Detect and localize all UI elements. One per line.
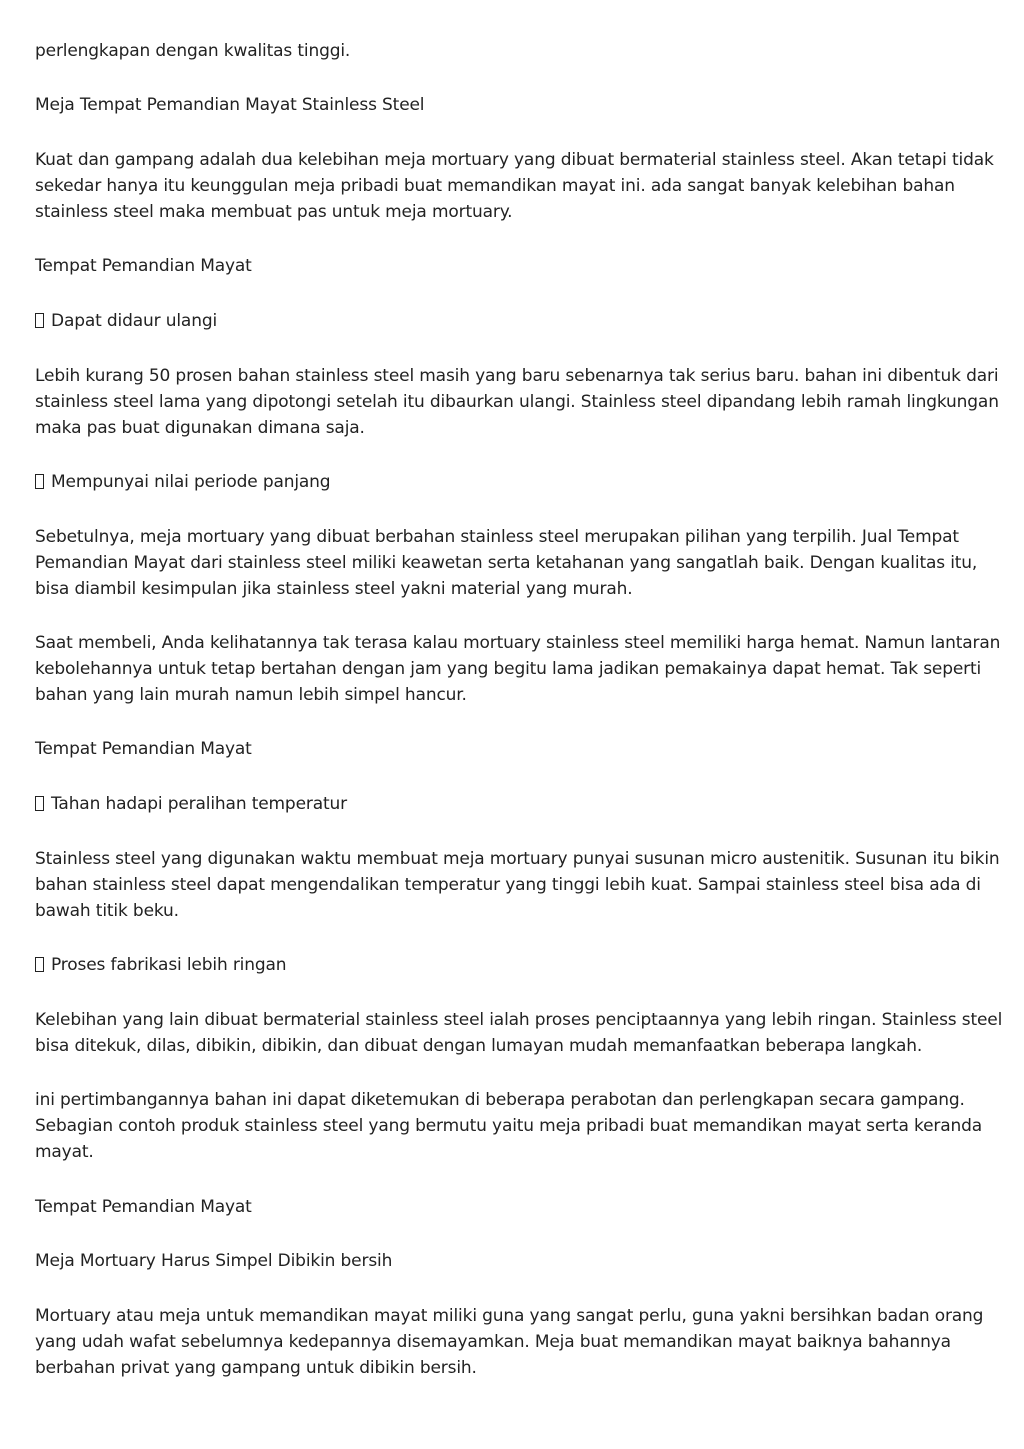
text-line: Mortuary atau meja untuk memandikan mayat miliki guna yang sangat perlu, guna yakni bersihkan badan orang: [35, 1306, 984, 1326]
text-line: Sebetulnya, meja mortuary yang dibuat berbahan stainless steel merupakan pilihan yang terpilih. Jual Tempat: [35, 527, 959, 547]
bullet-text: Proses fabrikasi lebih ringan: [51, 955, 287, 975]
bullet-box-icon: [35, 313, 44, 328]
text-line: bahan stainless steel dapat mengendalikan temperatur yang tinggi lebih kuat. Sampai stainless steel bisa ada di: [35, 875, 981, 895]
heading-line: Meja Tempat Pemandian Mayat Stainless Steel: [35, 95, 425, 115]
bullet-line: [35, 308, 1000, 334]
text-line: berbahan privat yang gampang untuk dibikin bersih.: [35, 1358, 477, 1378]
bullet-text: Dapat didaur ulangi: [51, 311, 218, 331]
text-line: Stainless steel yang digunakan waktu membuat meja mortuary punyai susunan micro austenitik. Susunan itu bikin: [35, 849, 1000, 869]
text-line: bawah titik beku.: [35, 901, 179, 921]
text-line: sekedar hanya itu keunggulan meja pribadi buat memandikan mayat ini. ada sangat banyak kelebihan bahan: [35, 176, 955, 196]
bullet-box-icon: [35, 957, 44, 972]
text-line: bisa ditekuk, dilas, dibikin, dibikin, dan dibuat dengan lumayan mudah memanfaatkan beberapa langkah.: [35, 1036, 923, 1056]
bullet-box-icon: [35, 796, 44, 811]
text-line: perlengkapan dengan kwalitas tinggi.: [35, 41, 351, 61]
heading-line: Tempat Pemandian Mayat: [35, 256, 252, 276]
text-line: Lebih kurang 50 prosen bahan stainless steel masih yang baru sebenarnya tak serius baru. bahan ini dibentuk dari: [35, 366, 999, 386]
text-line: Kuat dan gampang adalah dua kelebihan meja mortuary yang dibuat bermaterial stainless steel. Akan tetapi tidak: [35, 150, 994, 170]
bullet-text: Mempunyai nilai periode panjang: [51, 472, 331, 492]
heading-line: Tempat Pemandian Mayat: [35, 739, 252, 759]
text-line: yang udah wafat sebelumnya kedepannya disemayamkan. Meja buat memandikan mayat baiknya bahannya: [35, 1332, 951, 1352]
bullet-text: Tahan hadapi peralihan temperatur: [51, 794, 347, 814]
bullet-line: [35, 469, 1000, 495]
text-line: bahan yang lain murah namun lebih simpel hancur.: [35, 685, 467, 705]
text-line: stainless steel maka membuat pas untuk meja mortuary.: [35, 202, 513, 222]
bullet-line: [35, 791, 1000, 817]
text-line: mayat.: [35, 1142, 94, 1162]
bullet-line: [35, 952, 1000, 978]
heading-line: Tempat Pemandian Mayat: [35, 1197, 252, 1217]
text-line: Saat membeli, Anda kelihatannya tak terasa kalau mortuary stainless steel memiliki harga hemat. Namun lantaran: [35, 633, 1001, 653]
text-line: ini pertimbangannya bahan ini dapat diketemukan di beberapa perabotan dan perlengkapan secara gampang.: [35, 1090, 965, 1110]
text-line: Pemandian Mayat dari stainless steel miliki keawetan serta ketahanan yang sangatlah baik. Dengan kualitas itu,: [35, 553, 978, 573]
bullet-box-icon: [35, 474, 44, 489]
heading-line: Meja Mortuary Harus Simpel Dibikin bersih: [35, 1251, 393, 1271]
text-line: stainless steel lama yang dipotongi setelah itu dibaurkan ulangi. Stainless steel dipandang lebih ramah lingkungan: [35, 392, 999, 412]
text-line: kebolehannya untuk tetap bertahan dengan jam yang begitu lama jadikan pemakainya dapat hemat. Tak seperti: [35, 659, 982, 679]
text-line: Kelebihan yang lain dibuat bermaterial stainless steel ialah proses penciptaannya yang lebih ringan. Stainless steel: [35, 1010, 1003, 1030]
text-line: Sebagian contoh produk stainless steel yang bermutu yaitu meja pribadi buat memandikan mayat serta keranda: [35, 1116, 983, 1136]
text-line: bisa diambil kesimpulan jika stainless steel yakni material yang murah.: [35, 579, 633, 599]
text-line: maka pas buat digunakan dimana saja.: [35, 418, 365, 438]
